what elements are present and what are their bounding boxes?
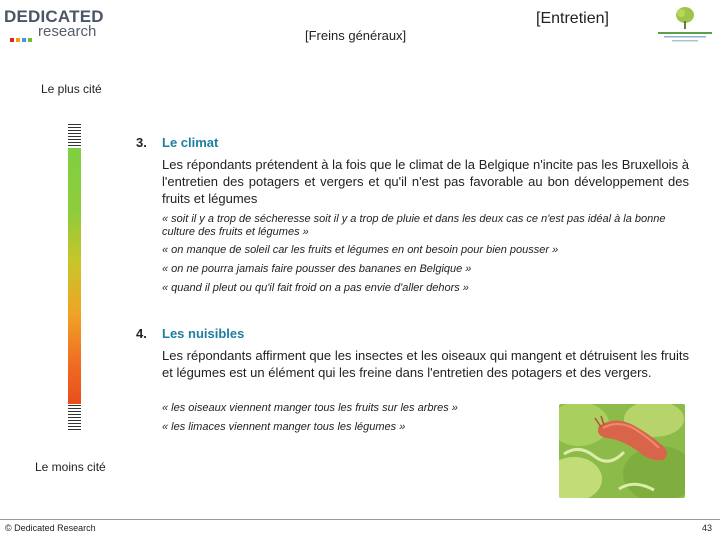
quote-item: « les limaces viennent manger tous les légumes » [162, 421, 406, 433]
slug-on-lettuce-image [559, 404, 685, 498]
logo-text-dedicated: DEDICATED [4, 7, 104, 26]
header-section-label: [Freins généraux] [305, 28, 407, 43]
scale-top-ticks [68, 124, 81, 148]
ranking-gradient-bar [68, 148, 81, 404]
quote-item: « soit il y a trop de sécheresse soit il y a trop de pluie et dans les deux cas ce n'est pas idéal à la bonne culture des fruits et légumes » [162, 213, 666, 238]
item-heading-climat: Le climat [162, 135, 219, 150]
header-topic-label: [Entretien] [536, 10, 609, 27]
quote-item: « quand il pleut ou qu'il fait froid on a pas envie d'aller dehors » [162, 282, 469, 294]
quote-item: « les oiseaux viennent manger tous les fruits sur les arbres » [162, 402, 458, 414]
footer-divider [0, 519, 720, 520]
quote-list-climat [162, 213, 689, 295]
partner-tree-logo-icon [654, 4, 716, 46]
scale-bottom-label: Le moins cité [35, 460, 106, 474]
logo-text-research: research [38, 23, 97, 40]
scale-bottom-ticks [68, 405, 81, 432]
quote-list-nuisibles [162, 402, 552, 434]
scale-top-label: Le plus cité [41, 82, 102, 96]
item-number: 3. [136, 135, 147, 150]
item-body-nuisibles: Les répondants affirment que les insectes et les oiseaux qui mangent et détruisent les fruits et légumes est un élément qui les freine dans l'entretien des potagers et des vergers. [162, 348, 689, 380]
item-number: 4. [136, 326, 147, 341]
page-number: 43 [702, 523, 713, 533]
dedicated-research-logo [4, 8, 104, 39]
item-body-climat: Les répondants prétendent à la fois que le climat de la Belgique n'incite pas les Bruxellois à l'entretien des potagers et vergers et qu'il n'est pas favorable au bon développement des fruits et légumes [162, 157, 689, 206]
item-heading-nuisibles: Les nuisibles [162, 326, 245, 341]
quote-item: « on ne pourra jamais faire pousser des bananes en Belgique » [162, 263, 472, 275]
footer-copyright: © Dedicated Research [5, 523, 96, 533]
quote-item: « on manque de soleil car les fruits et légumes en ont besoin pour bien pousser » [162, 244, 559, 256]
logo-dots-icon [10, 30, 34, 45]
